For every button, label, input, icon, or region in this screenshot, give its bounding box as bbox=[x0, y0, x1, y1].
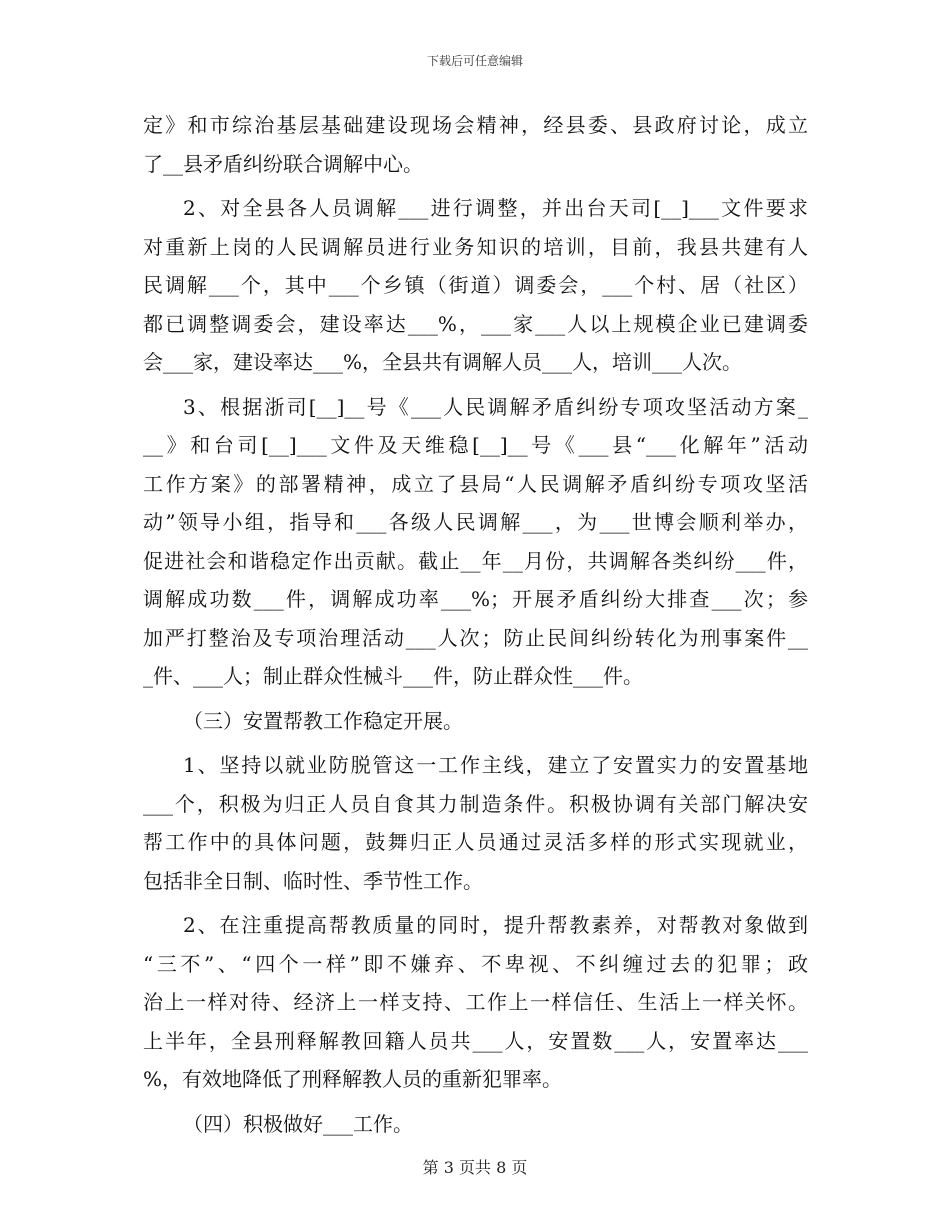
paragraph-line: 加严打整治及专项治理活动___人次；防止民间纠纷转化为刑事案件__ bbox=[143, 625, 808, 650]
paragraph-line: 2、在注重提高帮教质量的同时，提升帮教素养，对帮教对象做到 bbox=[183, 913, 808, 937]
paragraph-line: 3、根据浙司[__]__号《___人民调解矛盾纠纷专项攻坚活动方案_ bbox=[183, 394, 808, 419]
page-footer: 第 3 页共 8 页 bbox=[422, 1158, 528, 1177]
paragraph-line: 促进社会和谐稳定作出贡献。截止__年__月份，共调解各类纠纷___件， bbox=[143, 548, 808, 573]
paragraph-line: 治上一样对待、经济上一样支持、工作上一样信任、生活上一样关怀。 bbox=[143, 990, 808, 1014]
paragraph-line: 了__县矛盾纠纷联合调解中心。 bbox=[143, 151, 423, 176]
paragraph-line: 帮工作中的具体问题，鼓舞归正人员通过灵活多样的形式实现就业， bbox=[143, 830, 808, 854]
paragraph-line: 会___家，建设率达___%，全县共有调解人员___人，培训___人次。 bbox=[143, 350, 743, 374]
section-heading: （四）积极做好___工作。 bbox=[183, 1111, 413, 1136]
paragraph-line: ___个，积极为归正人员自食其力制造条件。积极协调有关部门解决安 bbox=[143, 791, 808, 816]
section-heading: （三）安置帮教工作稳定开展。 bbox=[183, 708, 463, 733]
paragraph-line: 包括非全日制、临时性、季节性工作。 bbox=[143, 868, 483, 893]
paragraph-line: 都已调整调委会，建设率达___%，___家___人以上规模企业已建调委 bbox=[143, 311, 808, 336]
paragraph-line: __》和台司[__]___文件及天维稳[__]__号《___县“___化解年”活动 bbox=[143, 433, 808, 457]
paragraph-line: 调解成功数___件，调解成功率___%；开展矛盾纠纷大排查___次；参 bbox=[143, 587, 808, 611]
paragraph-line: 动”领导小组，指导和___各级人民调解___，为___世博会顺利举办， bbox=[143, 510, 808, 534]
paragraph-line: %，有效地降低了刑释解教人员的重新犯罪率。 bbox=[143, 1067, 563, 1091]
paragraph-line: 民调解___个，其中___个乡镇（街道）调委会，___个村、居（社区） bbox=[143, 273, 808, 297]
paragraph-line: 1、坚持以就业防脱管这一工作主线，建立了安置实力的安置基地 bbox=[183, 753, 808, 777]
paragraph-line: 对重新上岗的人民调解员进行业务知识的培训，目前，我县共建有人 bbox=[143, 234, 808, 259]
page-header: 下载后可任意编辑 bbox=[426, 54, 523, 68]
paragraph-line: 定》和市综治基层基础建设现场会精神，经县委、县政府讨论，成立 bbox=[143, 113, 808, 137]
paragraph-line: 工作方案》的部署精神，成立了县局“人民调解矛盾纠纷专项攻坚活 bbox=[143, 471, 808, 496]
paragraph-line: 上半年，全县刑释解教回籍人员共___人，安置数___人，安置率达___ bbox=[143, 1028, 808, 1053]
paragraph-line: _件、___人；制止群众性械斗___件，防止群众性___件。 bbox=[143, 664, 643, 688]
paragraph-line: 2、对全县各人员调解___进行调整，并出台天司[__]___文件要求 bbox=[183, 196, 808, 220]
paragraph-line: “三不”、“四个一样”即不嫌弃、不卑视、不纠缠过去的犯罪；政 bbox=[143, 951, 808, 976]
document-body bbox=[143, 106, 808, 1143]
